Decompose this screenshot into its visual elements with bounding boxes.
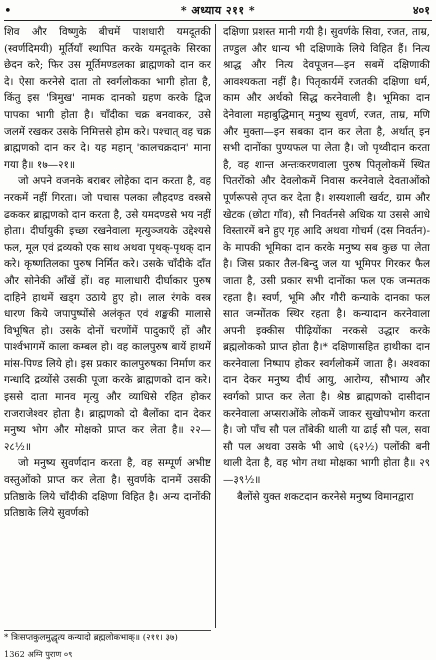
page-header xyxy=(0,0,436,22)
left-paragraph-1: शिव और विष्णुके बीचमें पाशधारी यमदूतकी (स्वर्णदिमयी) मूर्तियाँ स्थापित करके यमदूतके सिरका छेदन करे; फिर उस मूर्तिमण्डलका ब्राह्मणको दान कर दे। ऐसा करनेसे दाता तो स्वर्गलोकका भागी होता है, किंतु इस 'त्रिमुख' नामक दानको ग्रहण करके द्विज पापका भागी होता है। चाँदीका चक्र बनवाकर, उसे जलमें रखकर उसके निमित्तसे होम करे। पश्चात् वह चक्र ब्राह्मणको दान कर दे। यह महान् 'कालचक्रदान' माना गया है॥ १७—२१॥ xyxy=(4,26,211,171)
chapter-title: * अध्याय २११ * xyxy=(180,4,256,17)
right-column xyxy=(223,24,430,630)
left-paragraph-2: जो अपने वजनके बराबर लोहेका दान करता है, वह नरकमें नहीं गिरता। जो पचास पलका लौहदण्ड वस्त्रसे ढककर ब्राह्मणको दान करता है, उसे यमदण्डसे भय नहीं होता। दीर्घायुकी इच्छा रखनेवाला मृत्युञ्जयके उद्देश्यसे फल, मूल एवं द्रव्यको एक साथ अथवा पृथक्-पृथक् दान करे। कृष्णतिलका पुरुष निर्मित करे। उसके चाँदीके दाँत और सोनेकी आँखें हों। वह मालाधारी दीर्घाकार पुरुष दाहिने हाथमें खड्ग उठाये हुए हो। लाल रंगके वस्त्र धारण किये जपापुष्पोंसे अलंकृत एवं शङ्खकी मालासे विभूषित हो। उसके दोनों चरणोंमें पादुकाएँ हों और पार्श्वभागमें काला कम्बल हो। वह कालपुरुष बायें हाथमें मांस-पिण्ड लिये हो। इस प्रकार कालपुरुषका निर्माण कर गन्धादि द्रव्योंसे उसकी पूजा करके ब्राह्मणको दान करे। इससे दाता मानव मृत्यु और व्याधिसे रहित होकर राजराजेश्वर होता है। ब्राह्मणको दो बैलोंका दान देकर मनुष्य भोग और मोक्षको प्राप्त कर लेता है॥ २२—२८½॥ xyxy=(4,175,211,453)
page-number: ४०१ xyxy=(412,4,430,17)
left-column xyxy=(4,24,211,630)
header-rule xyxy=(4,20,432,21)
right-paragraph-2: बैलोंसे युक्त शकटदान करनेसे मनुष्य विमानद्वारा xyxy=(237,490,414,503)
right-paragraph-1: दक्षिणा प्रशस्त मानी गयी है। सुवर्णके सिवा, रजत, ताम्र, तण्डुल और धान्य भी दक्षिणाके लिये विहित हैं। नित्य श्राद्ध और नित्य देवपूजन—इन सबमें दक्षिणाकी आवश्यकता नहीं है। पितृकार्यमें रजतकी दक्षिणा धर्म, काम और अर्थको सिद्ध करनेवाली है। भूमिका दान देनेवाला महाबुद्धिमान् मनुष्य सुवर्ण, रजत, ताम्र, मणि और मुक्ता—इन सबका दान कर लेता है, अर्थात् इन सभी दानोंका पुण्यफल पा लेता है। जो पृथ्वीदान करता है, वह शान्त अन्तःकरणवाला पुरुष पितृलोकमें स्थित पितरोंको और देवलोकमें निवास करनेवाले देवताओंको पूर्णरूपसे तृप्त कर देता है। शस्यशाली खर्वट, ग्राम और खेटक (छोटा गाँव), सौ निवर्तनसे अधिक या उससे आधे विस्तारमें बने हुए गृह आदि अथवा गोचर्म (दस निवर्तन)-के मापकी भूमिका दान करके मनुष्य सब कुछ पा लेता है। जिस प्रकार तैल-बिन्दु जल या भूमिपर गिरकर फैल जाता है, उसी प्रकार सभी दानोंका फल एक जन्मतक रहता है। स्वर्ण, भूमि और गौरी कन्याके दानका फल सात जन्मोंतक स्थिर रहता है। कन्यादान करनेवाला अपनी इक्कीस पीढ़ियोंका नरकसे उद्धार करके ब्रह्मलोकको प्राप्त होता है।* दक्षिणासहित हाथीका दान करनेवाला निष्पाप होकर स्वर्गलोकमें जाता है। अश्वका दान देकर मनुष्य दीर्घ आयु, आरोग्य, सौभाग्य और स्वर्गको प्राप्त कर लेता है। श्रेष्ठ ब्राह्मणको दासीदान करनेवाला अप्सराओंके लोकमें जाकर सुखोपभोग करता है। जो पाँच सौ पल ताँबेकी थाली या ढाई सौ पल, सवा सौ पल अथवा उसके भी आधे (६२½) पलोंकी बनी थाली देता है, वह भोग तथा मोक्षका भागी होता है॥ २९—३९½॥ xyxy=(223,26,430,487)
left-paragraph-3: जो मनुष्य सुवर्णदान करता है, वह सम्पूर्ण अभीष्ट वस्तुओंको प्राप्त कर लेता है। सुवर्णके दानमें उसकी प्रतिष्ठाके लिये चाँदीकी दक्षिणा विहित है। अन्य दानोंकी प्रतिष्ठाके लिये सुवर्णको xyxy=(4,457,211,520)
footnote-rule xyxy=(4,630,211,631)
column-divider xyxy=(215,24,216,628)
footnote: * त्रिःसप्तकुलमुद्धृत्य कन्यादो ब्रह्मलोकभाक्॥ (२११। ३७) xyxy=(4,633,178,643)
bottom-reference: 1362 अग्नि पुराण ०९ xyxy=(4,649,73,659)
header-bullet: • xyxy=(4,4,12,19)
